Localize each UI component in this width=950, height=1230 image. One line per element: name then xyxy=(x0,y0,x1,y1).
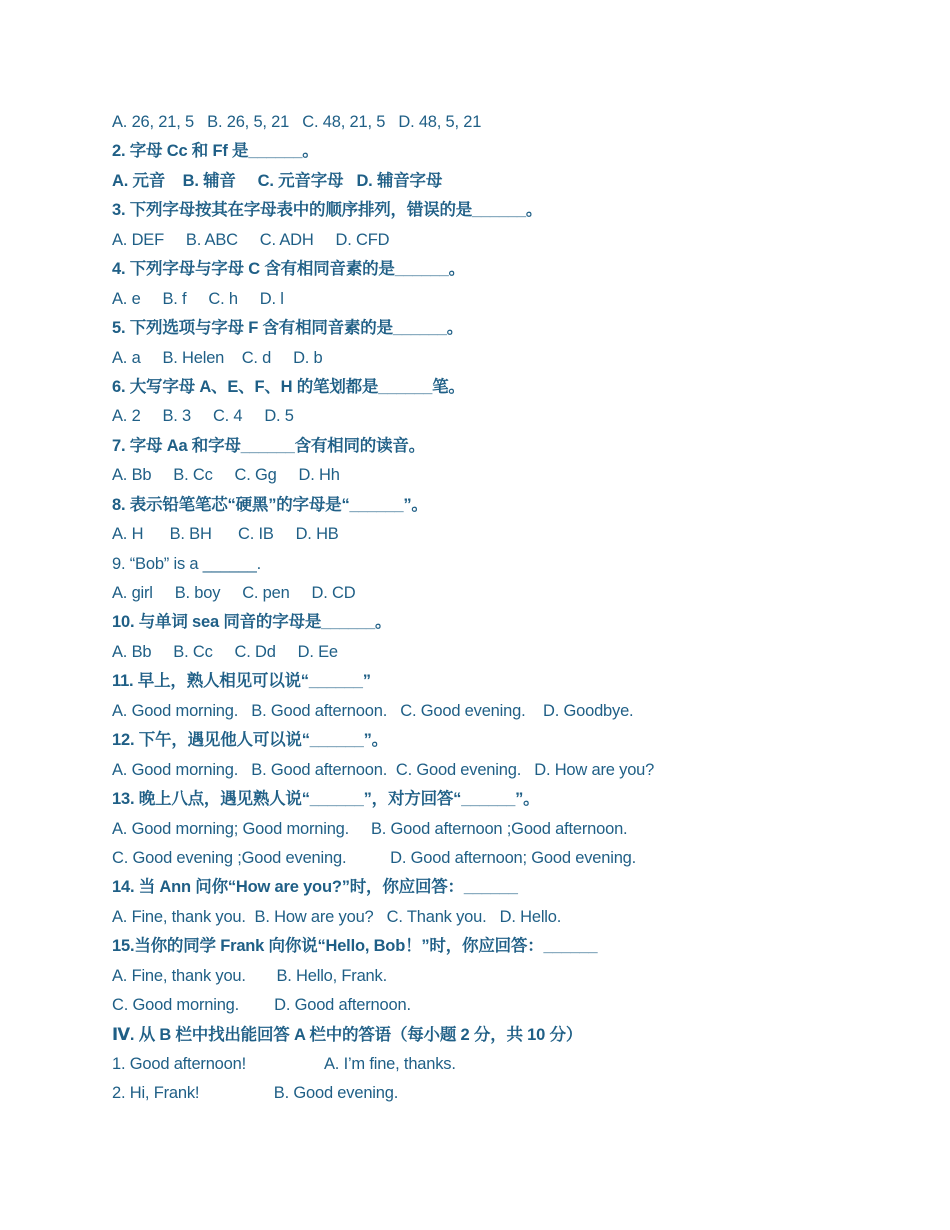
matching-line: 2. Hi, Frank! B. Good evening. xyxy=(112,1084,399,1103)
option-line: A. girl B. boy C. pen D. CD xyxy=(112,584,356,602)
question-line: 11. 早上，熟人相见可以说“______” xyxy=(112,672,371,691)
question-line: 4. 下列字母与字母 C 含有相同音素的是______。 xyxy=(112,260,465,279)
option-line: A. Bb B. Cc C. Gg D. Hh xyxy=(112,466,340,485)
option-line: A. Fine, thank you. B. How are you? C. Thank you. D. Hello. xyxy=(112,907,562,926)
option-line: C. Good evening ;Good evening. D. Good afternoon; Good evening. xyxy=(112,848,637,867)
question-line: 3. 下列字母按其在字母表中的顺序排列，错误的是______。 xyxy=(112,201,543,220)
question-line: 9. “Bob” is a ______. xyxy=(112,554,261,573)
section-heading: Ⅳ. 从 B 栏中找出能回答 A 栏中的答语（每小题 2 分，共 10 分） xyxy=(112,1025,583,1044)
option-line: C. Good morning. D. Good afternoon. xyxy=(112,996,411,1015)
matching-line: 1. Good afternoon! A. I’m fine, thanks. xyxy=(112,1055,456,1073)
question-line: 2. 字母 Cc 和 Ff 是______。 xyxy=(112,142,319,161)
question-line: 14. 当 Ann 问你“How are you?”时，你应回答：______ xyxy=(112,878,518,897)
option-line: A. DEF B. ABC C. ADH D. CFD xyxy=(112,230,390,249)
question-line: 15.当你的同学 Frank 向你说“Hello, Bob！”时，你应回答：______ xyxy=(112,937,598,956)
question-line: 5. 下列选项与字母 F 含有相同音素的是______。 xyxy=(112,319,464,338)
question-line: 10. 与单词 sea 同音的字母是______。 xyxy=(112,613,392,632)
question-line: 6. 大写字母 A、E、F、H 的笔划都是______笔。 xyxy=(112,377,465,396)
option-line: A. Good morning. B. Good afternoon. C. Good evening. D. How are you? xyxy=(112,760,655,779)
option-line: A. H B. BH C. IB D. HB xyxy=(112,525,339,544)
option-line: A. Fine, thank you. B. Hello, Frank. xyxy=(112,966,387,985)
question-line: 7. 字母 Aa 和字母______含有相同的读音。 xyxy=(112,436,425,455)
question-line: 12. 下午，遇见他人可以说“______”。 xyxy=(112,731,388,750)
question-line: 13. 晚上八点，遇见熟人说“______”，对方回答“______”。 xyxy=(112,790,540,809)
question-line: 8. 表示铅笔笔芯“硬黑”的字母是“______”。 xyxy=(112,495,428,514)
option-line: A. Bb B. Cc C. Dd D. Ee xyxy=(112,642,338,661)
exam-content xyxy=(112,110,654,1111)
option-line: A. 元音 B. 辅音 C. 元音字母 D. 辅音字母 xyxy=(112,171,443,190)
option-line: A. a B. Helen C. d D. b xyxy=(112,348,323,367)
option-line: A. 2 B. 3 C. 4 D. 5 xyxy=(112,407,294,426)
option-line: A. Good morning. B. Good afternoon. C. Good evening. D. Goodbye. xyxy=(112,701,634,720)
option-line: A. e B. f C. h D. l xyxy=(112,289,284,308)
option-line: A. Good morning; Good morning. B. Good afternoon ;Good afternoon. xyxy=(112,819,628,838)
option-line: A. 26, 21, 5 B. 26, 5, 21 C. 48, 21, 5 D. 48, 5, 21 xyxy=(112,113,482,131)
